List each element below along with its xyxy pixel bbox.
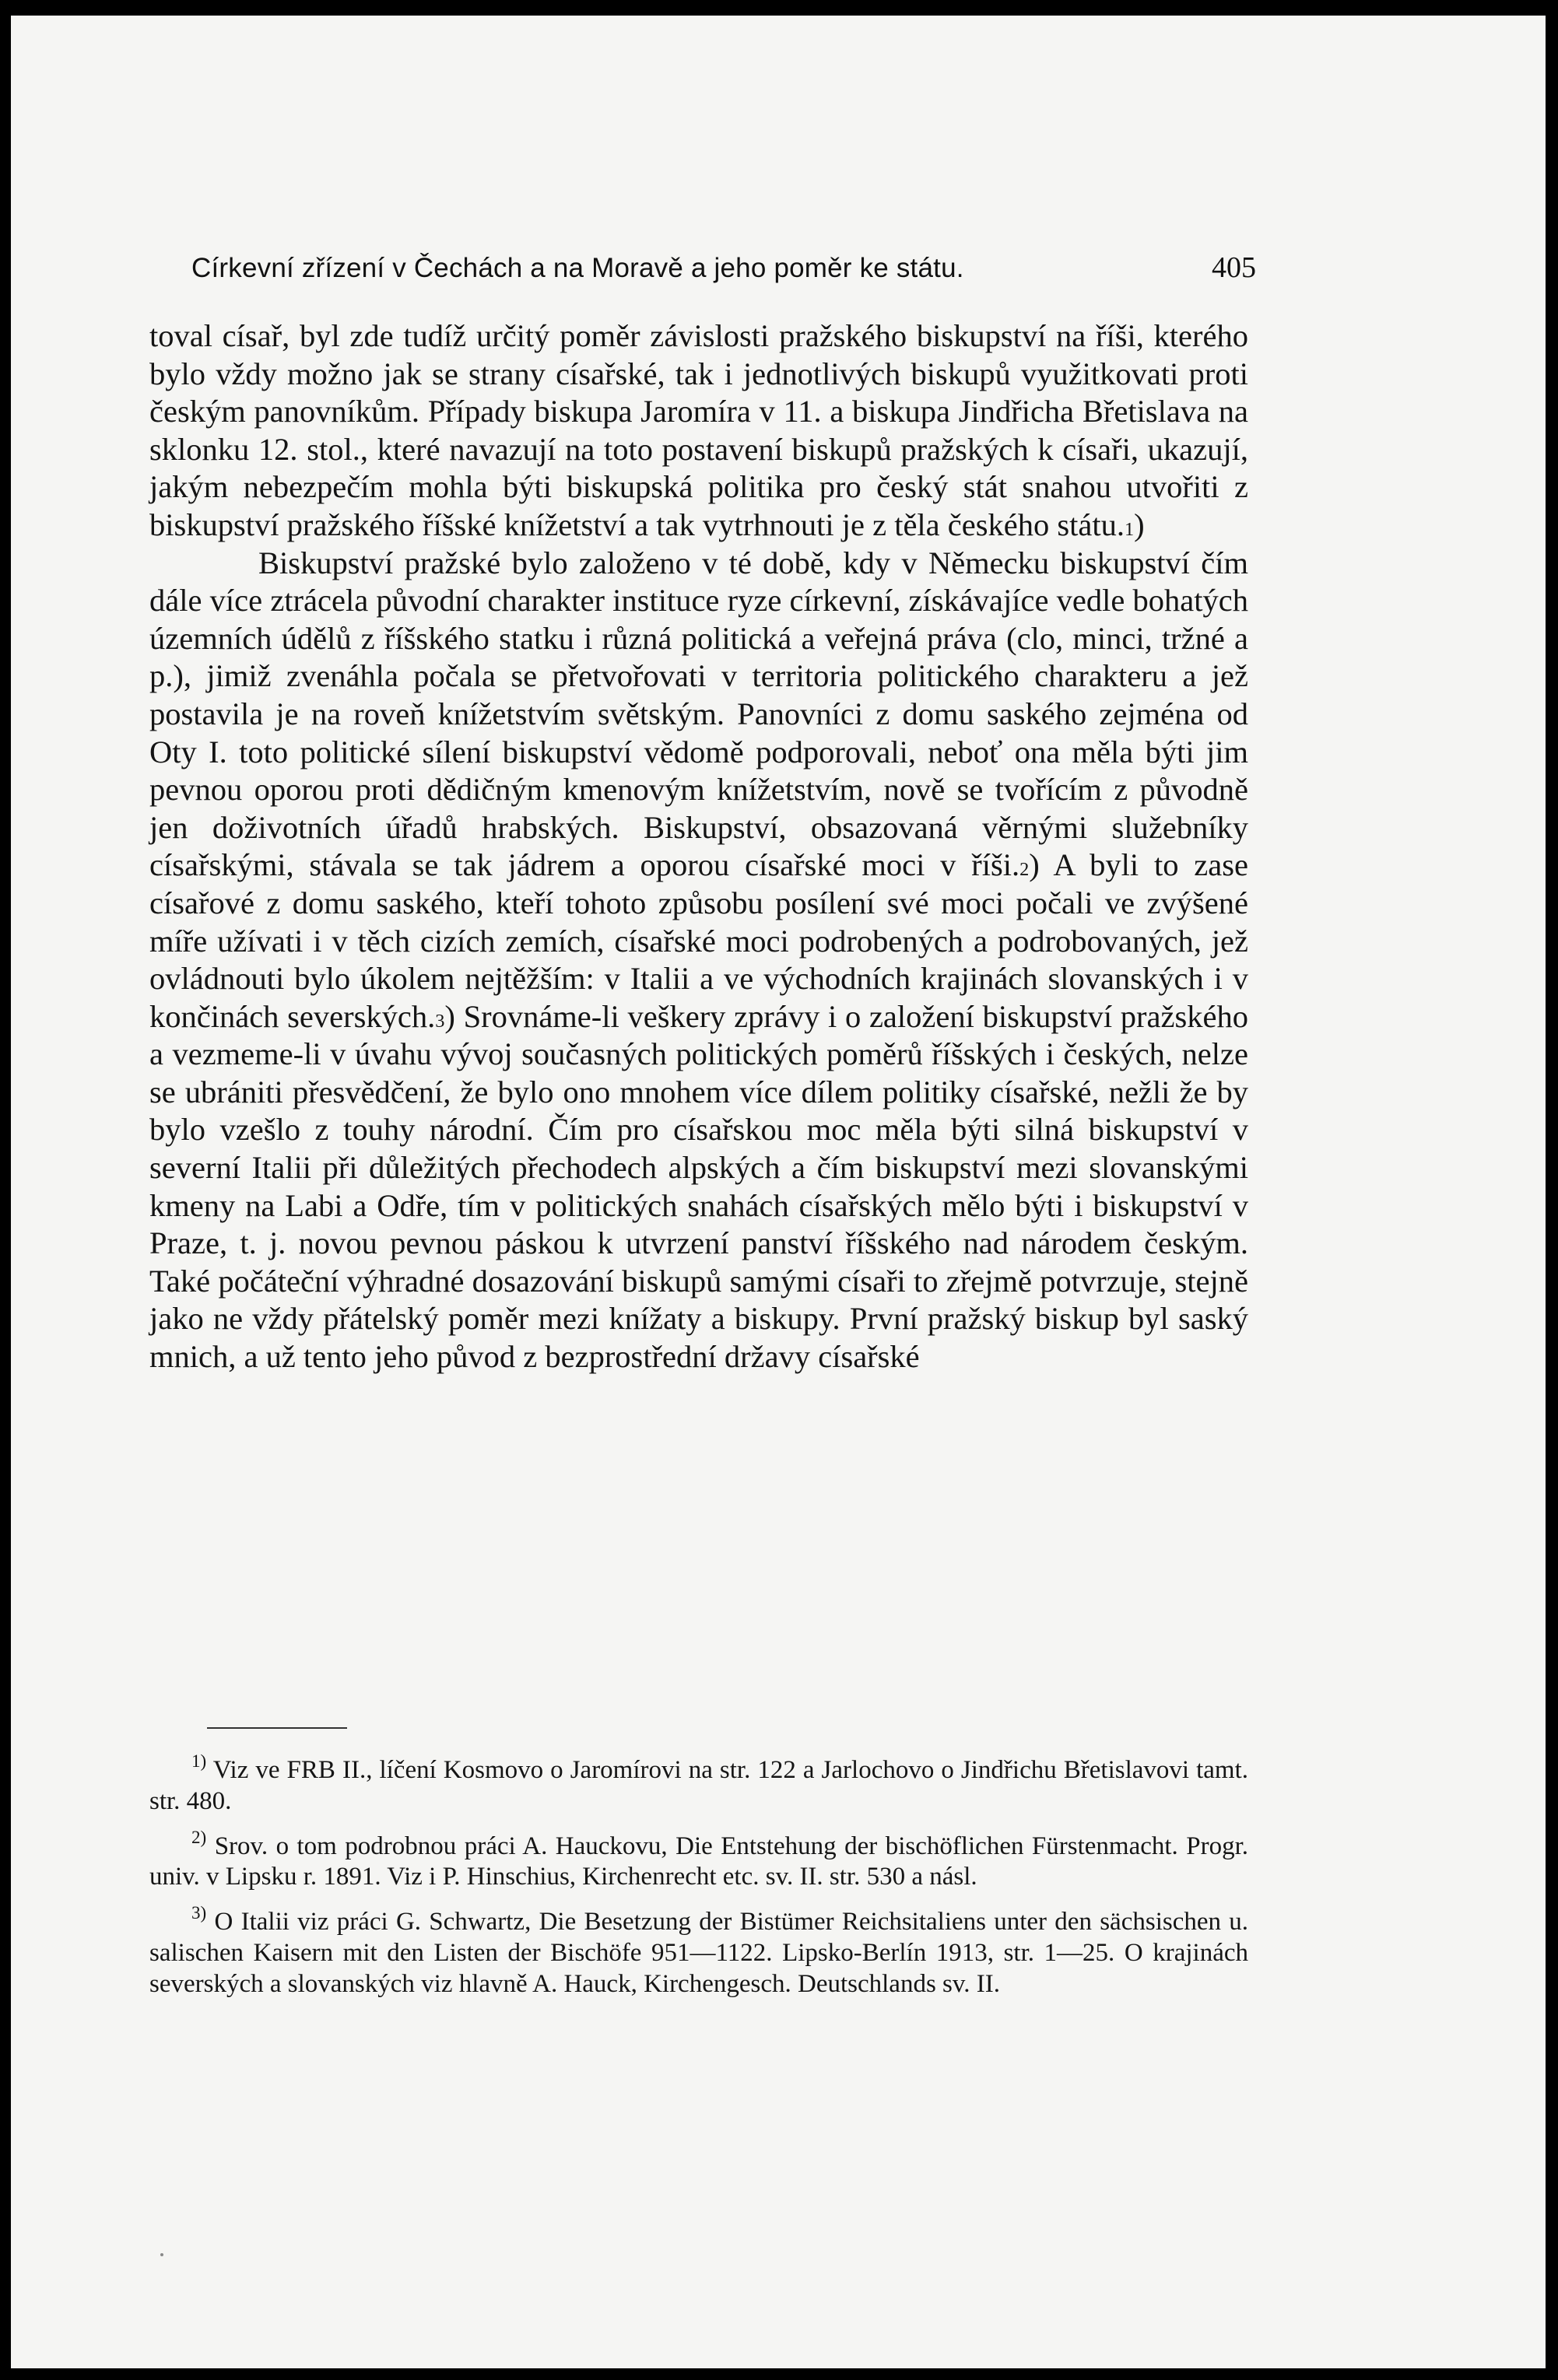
paragraph-text: Biskupství pražské bylo založeno v té době, kdy v Německu biskupství čím dále více ztrácela původní charakter instituce ryze církevní, získávajíce vedle bohatých územních údělů z říšského statku i různá politická a veřejná práva (clo, minci, tržné a p.), jimiž zvenáhla počala se přetvořovati v territoria politického charakteru a jež postavila je na roveň knížetstvím světským. Panovníci z domu saského zejména od Oty I. toto politické sílení biskupství vědomě podporovali, neboť ona měla býti jim pevnou oporou proti dědičným kmenovým knížetstvím, nově se tvořícím z původně jen doživotních úřadů hrabských. Biskupství, obsazovaná věrnými služebníky císařskými, stávala se tak jádrem a oporou císařské moci v říši. (149, 545, 1248, 883)
paragraph-text: A byli to zase císařové z domu saského, kteří tohoto způsobu posílení své moci počali ve zvýšené míře užívati i v těch cizích zemích, císařské moci podrobených a podrobovaných, jež ovládnouti bylo úkolem nejtěžším: v Italii a ve východních krajinách slovanských i v končinách severských. (149, 847, 1248, 1034)
page-header (191, 251, 1256, 300)
footnote-divider (207, 1727, 347, 1729)
footnote-reference: 3 (435, 1010, 445, 1032)
footnote (149, 1822, 1248, 1894)
footnote-reference: 2 (1019, 859, 1030, 881)
footnote-mark: 2) (191, 1826, 207, 1847)
footnote-mark: 1) (191, 1751, 207, 1771)
footnote (149, 1746, 1248, 1817)
footnote-mark: 3) (191, 1902, 207, 1923)
paragraph: toval císař, byl zde tudíž určitý poměr závislosti pražského biskupství na říši, kterého bylo vždy možno jak se strany císařské, tak i jednotlivých biskupů využitkovati proti českým panovníkům. Případy biskupa Jaromíra v 11. a biskupa Jindřicha Břetislava na sklonku 12. stol., které navazují na toto postavení biskupů pražských k císaři, ukazují, jakým nebezpečím mohla býti biskupská politika pro český stát snahou utvořiti z biskupství pražského říšské knížetství a tak vytrhnouti je z těla českého státu.$^1$) (149, 318, 1248, 542)
footnote-text: O Italii viz práci G. Schwartz, Die Besetzung der Bistümer Reichsitaliens unter den sächsischen u. salischen Kaisern mit den Listen der Bischöfe 951—1122. Lipsko-Berlín 1913, str. 1—25. O krajinách severských a slovanských viz hlavně A. Hauck, Kirchengesch. Deutschlands sv. II. (149, 1907, 1249, 1998)
footnote (149, 1898, 1248, 2000)
scanned-page (11, 16, 1546, 2368)
scan-speck (160, 2253, 163, 2256)
footnotes (149, 1727, 1248, 2004)
page-number: 405 (1212, 251, 1256, 284)
footnote-reference: 1 (1124, 518, 1135, 540)
footnote-text: Viz ve FRB II., líčení Kosmovo o Jaromírovi na str. 122 a Jarlochovo o Jindřichu Břetislavovi tamt. str. 480. (149, 1755, 1248, 1815)
paragraph-text: toval císař, byl zde tudíž určitý poměr závislosti pražského biskupství na říši, kterého bylo vždy možno jak se strany císařské, tak i jednotlivých biskupů využitkovati proti českým panovníkům. Případy biskupa Jaromíra v 11. a biskupa Jindřicha Břetislava na sklonku 12. stol., které navazují na toto postavení biskupů pražských k císaři, ukazují, jakým nebezpečím mohla býti biskupská politika pro český stát snahou utvořiti z biskupství pražského říšské knížetství a tak vytrhnouti je z těla českého státu. (149, 318, 1248, 542)
paragraph: Biskupství pražské bylo založeno v té době, kdy v Německu biskupství čím dále více ztrácela původní charakter instituce ryze církevní, získávajíce vedle bohatých územních údělů z říšského statku i různá politická a veřejná práva (clo, minci, tržné a p.), jimiž zvenáhla počala se přetvořovati v territoria politického charakteru a jež postavila je na roveň knížetstvím světským. Panovníci z domu saského zejména od Oty I. toto politické sílení biskupství vědomě podporovali, neboť ona měla býti jim pevnou oporou proti dědičným kmenovým knížetstvím, nově se tvořícím z původně jen doživotních úřadů hrabských. Biskupství, obsazovaná věrnými služebníky císařskými, stávala se tak jádrem a oporou císařské moci v říši.$^2$) A byli to zase císařové z domu saského, kteří tohoto způsobu posílení své moci počali ve zvýšené míře užívati i v těch cizích zemích, císařské moci podrobených a podrobovaných, jež ovládnouti bylo úkolem nejtěžším: v Italii a ve východních krajinách slovanských i v končinách severských.$^3$) Srovnáme-li veškery zprávy i o založení biskupství pražského a vezmeme-li v úvahu vývoj současných politických poměrů říšských i českých, nelze se ubrániti přesvědčení, že bylo ono mnohem více dílem politiky císařské, nežli že by bylo vzešlo z touhy národní. Čím pro císařskou moc měla býti silná biskupství v severní Italii při důležitých přechodech alpských a čím biskupství mezi slovanskými kmeny na Labi a Odře, tím v politických snahách císařských mělo býti i biskupství v Praze, t. j. novou pevnou páskou k utvrzení panství říšského nad národem českým. Také počáteční výhradné dosazování biskupů samými císaři to zřejmě potvrzuje, stejně jako ne vždy přátelský poměr mezi knížaty a biskupy. První pražský biskup byl saský mnich, a už tento jeho původ z bezprostřední državy císařské (149, 545, 1248, 1375)
paragraph-text: Srovnáme-li veškery zprávy i o založení biskupství pražského a vezmeme-li v úvahu vývoj současných politických poměrů říšských i českých, nelze se ubrániti přesvědčení, že bylo ono mnohem více dílem politiky císařské, nežli že by bylo vzešlo z touhy národní. Čím pro císařskou moc měla býti silná biskupství v severní Italii při důležitých přechodech alpských a čím biskupství mezi slovanskými kmeny na Labi a Odře, tím v politických snahách císařských mělo býti i biskupství v Praze, t. j. novou pevnou páskou k utvrzení panství říšského nad národem českým. Také počáteční výhradné dosazování biskupů samými císaři to zřejmě potvrzuje, stejně jako ne vždy přátelský poměr mezi knížaty a biskupy. První pražský biskup byl saský mnich, a už tento jeho původ z bezprostřední državy císařské (149, 998, 1248, 1375)
running-title: Církevní zřízení v Čechách a na Moravě a jeho poměr ke státu. (191, 253, 964, 283)
body-text (149, 317, 1248, 1376)
footnote-text: Srov. o tom podrobnou práci A. Hauckovu, Die Entstehung der bischöflichen Fürstenmacht. Progr. univ. v Lipsku r. 1891. Viz i P. Hinschius, Kirchenrecht etc. sv. II. str. 530 a násl. (149, 1831, 1248, 1891)
